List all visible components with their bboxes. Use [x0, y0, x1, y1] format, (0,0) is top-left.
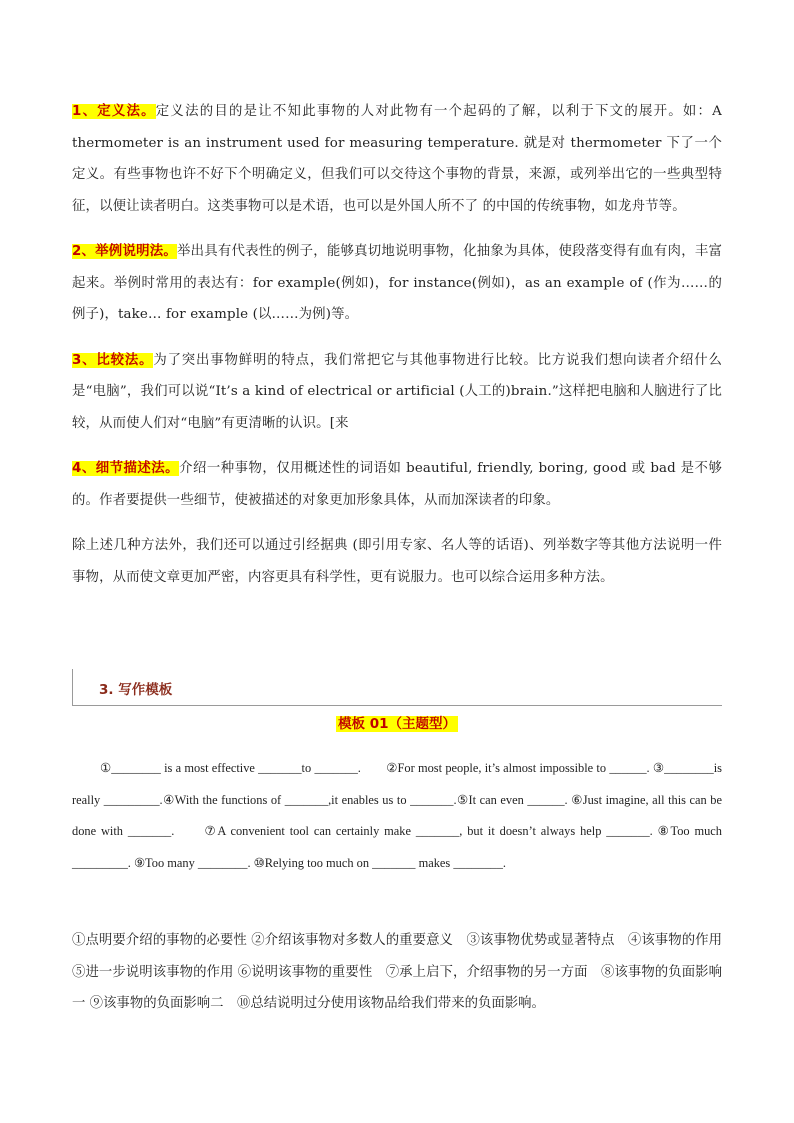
method-example [72, 236, 722, 331]
method-text: 举出具有代表性的例子，能够真切地说明事物，化抽象为具体，使段落变得有血有肉，丰富起来。举例时常用的表达有：for example(例如)，for instance(例如)，as an example of (作为……的例子)，take… for example (以……为例)等。 [72, 244, 722, 322]
section-header [72, 669, 722, 706]
methods-section [72, 96, 722, 607]
method-label: 2、举例说明法。 [72, 244, 177, 259]
method-text: 为了突出事物鲜明的特点，我们常把它与其他事物进行比较。比方说我们想向读者介绍什么是“电脑”，我们可以说“It’s a kind of electrical or artificial (人工的)brain.”这样把电脑和人脑进行了比较，从而使人们对“电脑”有更清晰的认识。[来 [72, 352, 723, 431]
method-comparison [72, 345, 722, 440]
template-title: 模板 01（主题型） [338, 716, 456, 732]
template-text: ①________ is a most effective _______to _______. ②For most people, it’s almost impossible to ______. ③________is really _________.④With the functions of _______,it enables us to _______.⑤It can even ______. ⑥Just imagine, all this can be done with _______. ⑦A convenient tool can certainly make _______, but it doesn’t always help _______. ⑧Too much _________. ⑨Too many ________. ⑩Relying too much on _______ makes ________. [72, 761, 722, 870]
template-title-row [0, 712, 794, 732]
template-notes: ①点明要介绍的事物的必要性 ②介绍该事物对多数人的重要意义 ③该事物优势或显著特点 ④该事物的作用 ⑤进一步说明该事物的作用 ⑥说明该事物的重要性 ⑦承上启下，介绍事物的另一方面 ⑧该事物的负面影响一 ⑨该事物的负面影响二 ⑩总结说明过分使用该物品给我们带来的负面影响。 [72, 933, 736, 1011]
method-label: 1、定义法。 [72, 104, 156, 119]
method-label: 3、比较法。 [72, 352, 154, 368]
method-definition [72, 96, 722, 222]
section-title: 3. 写作模板 [99, 682, 173, 698]
method-detail [72, 453, 722, 516]
method-label: 4、细节描述法。 [72, 461, 180, 476]
method-text: 介绍一种事物，仅用概述性的词语如 beautiful, friendly, boring, good 或 bad 是不够的。作者要提供一些细节，使被描述的对象更加形象具体，从而加深读者的印象。 [72, 461, 722, 508]
method-text: 定义法的目的是让不知此事物的人对此物有一个起码的了解，以利于下文的展开。如：A thermometer is an instrument used for measuring temperature. 就是对 thermometer 下了一个定义。有些事物也许不好下个明确定义，但我们可以交待这个事物的背景，来源，或列举出它的一些典型特征，以便让读者明白。这类事物可以是术语，也可以是外国人所不了 的中国的传统事物，如龙舟节等。 [72, 104, 722, 214]
summary-paragraph: 除上述几种方法外，我们还可以通过引经据典 (即引用专家、名人等的话语)、列举数字等其他方法说明一件事物，从而使文章更加严密，内容更具有科学性，更有说服力。也可以综合运用多种方法。 [72, 538, 722, 585]
